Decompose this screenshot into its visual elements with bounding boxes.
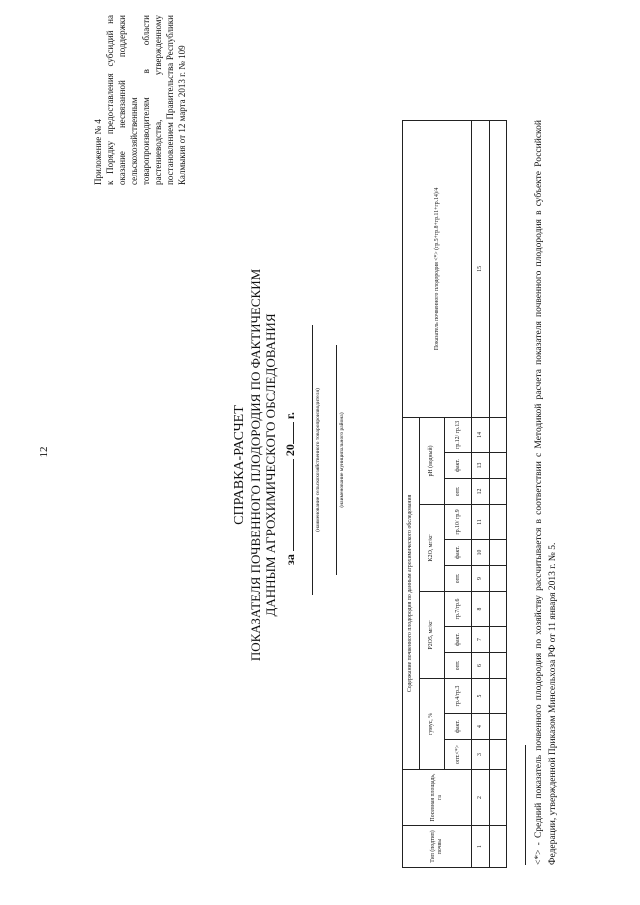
title-line-1: СПРАВКА-РАСЧЕТ <box>232 405 247 525</box>
col-number: 5 <box>472 679 490 714</box>
title-line-3: ДАННЫМ АГРОХИМИЧЕСКОГО ОБСЛЕДОВАНИЯ <box>263 313 278 617</box>
appendix-title: Приложение № 4 <box>93 119 103 185</box>
sub-ph-opt: опт. <box>444 479 471 505</box>
col-number: 3 <box>472 740 490 770</box>
page-number: 12 <box>38 446 50 458</box>
document-title <box>232 255 278 675</box>
header-soil-type: Тип (подтип) почвы <box>403 826 472 868</box>
col-number: 8 <box>472 592 490 627</box>
col-number: 4 <box>472 714 490 740</box>
header-fertility-index: Показатель почвенного плодородия <*> (гр.5+гр.8+гр.11+гр.14)/4 <box>403 120 472 417</box>
sub-humus-opt: опт.<*> <box>444 740 471 770</box>
period-year-prefix: 20 <box>283 444 297 457</box>
header-ph: pH (водный) <box>419 417 444 504</box>
col-number: 1 <box>472 826 490 868</box>
title-line-2: ПОКАЗАТЕЛЯ ПОЧВЕННОГО ПЛОДОРОДИЯ ПО ФАКТИЧЕСКИМ <box>248 268 263 662</box>
producer-caption: (наименование сельскохозяйственного товаропроизводителя) <box>315 388 321 532</box>
calculation-table <box>402 120 507 868</box>
col-number: 14 <box>472 417 490 452</box>
sub-k-opt: опт. <box>444 566 471 592</box>
table-row <box>490 120 507 867</box>
producer-line <box>312 325 313 595</box>
header-area: Посевная площадь, га <box>403 770 472 826</box>
period-blank <box>282 459 294 551</box>
col-number: 12 <box>472 479 490 505</box>
col-number: 9 <box>472 566 490 592</box>
header-group: Содержание почвенного плодородия по данным агрохимического обследования <box>403 417 420 769</box>
sub-humus-ratio: гр.4/гр.3 <box>444 679 471 714</box>
period-prefix: за <box>283 554 297 565</box>
period-year-blank <box>282 422 294 444</box>
col-number: 6 <box>472 653 490 679</box>
sub-p-fact: факт. <box>444 627 471 653</box>
header-k2o: K2O, мг/кг <box>419 505 444 592</box>
period-suffix: г. <box>283 412 297 420</box>
appendix-text: к Порядку предоставления субсидий на оказание несвязанной поддержки сельскохозяйственным товаропроизводителям в области растениеводства, утвержденному постановлением Правительства Республики Калмыкия от 12 марта 2013 г. № 109 <box>105 15 187 185</box>
sub-humus-fact: факт. <box>444 714 471 740</box>
footnote: <*> - Средний показатель почвенного плодородия по хозяйству рассчитывается в соответствии с Методикой расчета показателя почвенного плодородия в субъекте Российской Федерации, утвержденной Приказом Минсельхоза РФ от 11 января 2013 г. № 5. <box>534 120 558 865</box>
district-caption: (наименование муниципального района) <box>339 412 345 508</box>
header-humus: гумус, % <box>419 679 444 770</box>
col-number: 13 <box>472 453 490 479</box>
header-p2o5: P2O5, мг/кг <box>419 592 444 679</box>
footnote-rule <box>525 745 526 865</box>
col-number: 11 <box>472 505 490 540</box>
appendix-block <box>92 15 188 185</box>
sub-p-opt: опт. <box>444 653 471 679</box>
sub-ph-ratio: гр.12/ гр.13 <box>444 417 471 452</box>
col-number: 7 <box>472 627 490 653</box>
period-line <box>282 412 298 565</box>
sub-ph-fact: факт. <box>444 453 471 479</box>
col-number: 2 <box>472 770 490 826</box>
sub-k-fact: факт. <box>444 540 471 566</box>
col-number: 15 <box>472 120 490 417</box>
col-number: 10 <box>472 540 490 566</box>
sub-p-ratio: гр.7/гр.6 <box>444 592 471 627</box>
district-line <box>336 345 337 575</box>
sub-k-ratio: гр.10/ гр.9 <box>444 505 471 540</box>
